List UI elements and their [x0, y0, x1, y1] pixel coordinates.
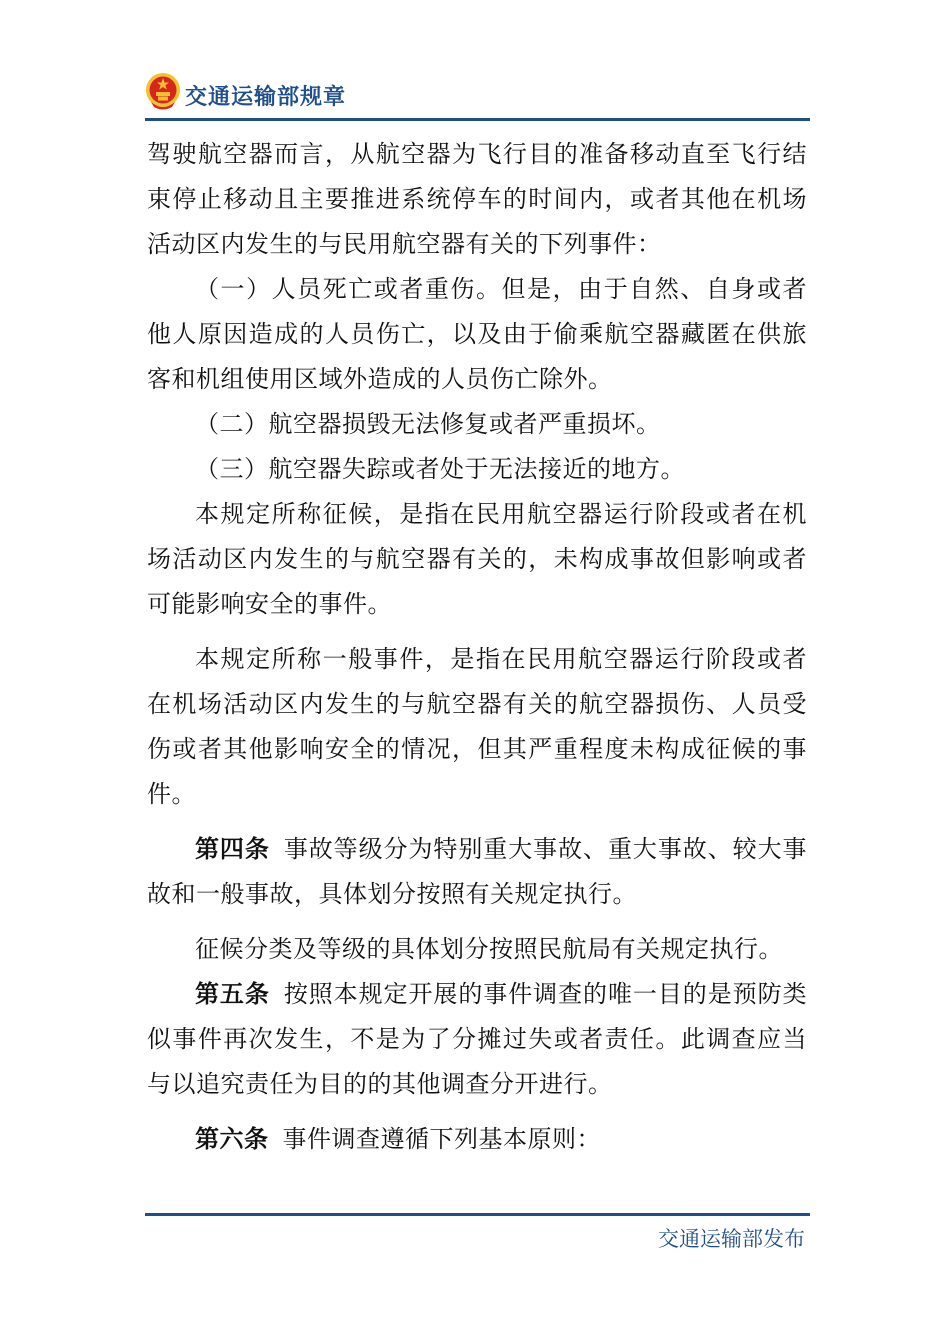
paragraph: 本规定所称一般事件，是指在民用航空器运行阶段或者在机场活动区内发生的与航空器有关的航空器损伤、人员受伤或者其他影响安全的情况，但其严重程度未构成征候的事件。	[147, 645, 807, 808]
article-text: 按照本规定开展的事件调查的唯一目的是预防类似事件再次发生，不是为了分摊过失或者责任。此调查应当与以追究责任为目的的其他调查分开进行。	[147, 980, 808, 1098]
paragraph: 本规定所称征候，是指在民用航空器运行阶段或者在机场活动区内发生的与航空器有关的，未构成事故但影响或者可能影响安全的事件。	[147, 500, 807, 618]
article-4	[147, 827, 807, 917]
paragraph: 驾驶航空器而言，从航空器为飞行目的准备移动直至飞行结束停止移动且主要推进系统停车的时间内，或者其他在机场活动区内发生的与民用航空器有关的下列事件：	[147, 140, 807, 258]
footer-divider	[145, 1213, 810, 1216]
article-label: 第六条	[195, 1125, 269, 1153]
paragraph: （二）航空器损毁无法修复或者严重损坏。	[195, 410, 661, 438]
national-emblem-icon	[145, 72, 181, 110]
article-label: 第四条	[195, 835, 270, 863]
article-6	[147, 1117, 807, 1162]
footer-publisher: 交通运输部发布	[658, 1227, 805, 1251]
article-text: 事件调查遵循下列基本原则：	[282, 1125, 601, 1153]
header-divider	[145, 118, 810, 121]
page-header	[145, 68, 810, 122]
paragraph: （三）航空器失踪或者处于无法接近的地方。	[195, 455, 685, 483]
document-body	[147, 132, 807, 1162]
page-footer	[145, 1213, 810, 1253]
article-5	[147, 972, 807, 1107]
article-text: 事故等级分为特别重大事故、重大事故、较大事故和一般事故，具体划分按照有关规定执行。	[147, 835, 808, 908]
paragraph: （一）人员死亡或者重伤。但是，由于自然、自身或者他人原因造成的人员伤亡，以及由于偷乘航空器藏匿在供旅客和机组使用区域外造成的人员伤亡除外。	[147, 275, 807, 393]
paragraph: 征候分类及等级的具体划分按照民航局有关规定执行。	[195, 935, 783, 963]
article-label: 第五条	[195, 980, 270, 1008]
header-title: 交通运输部规章	[185, 85, 347, 110]
